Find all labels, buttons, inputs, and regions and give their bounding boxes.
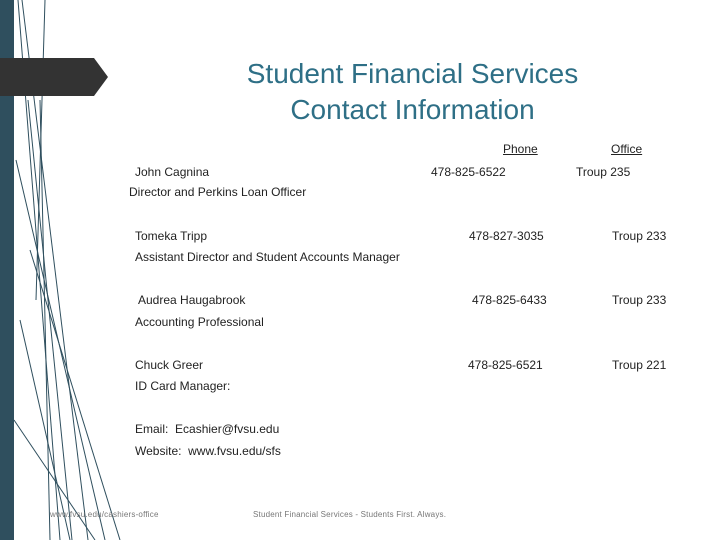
contact-role: Assistant Director and Student Accounts Manager: [135, 250, 400, 264]
phone-header: Phone: [503, 142, 538, 156]
contact-phone: 478-825-6433: [472, 293, 547, 307]
email-label: Email:: [135, 422, 169, 436]
slide-title: [200, 56, 625, 128]
office-header: Office: [611, 142, 643, 156]
contact-name: Audrea Haugabrook: [138, 293, 246, 307]
contact-name: Tomeka Tripp: [135, 229, 208, 243]
email-link[interactable]: Ecashier@fvsu.edu: [175, 422, 280, 436]
contact-office: Troup 233: [612, 293, 667, 307]
footer-tagline: Student Financial Services - Students First. Always.: [253, 510, 447, 519]
contact-office: Troup 221: [612, 358, 667, 372]
website-line: [135, 444, 281, 458]
contact-role: Accounting Professional: [135, 315, 264, 329]
email-line: [135, 422, 279, 436]
contact-role: Director and Perkins Loan Officer: [129, 185, 307, 199]
contact-name: John Cagnina: [135, 165, 210, 179]
title-line-1: Student Financial Services: [246, 58, 579, 89]
contact-role: ID Card Manager:: [135, 379, 231, 393]
contact-phone: 478-825-6521: [468, 358, 543, 372]
contact-phone: 478-825-6522: [431, 165, 506, 179]
contact-office: Troup 235: [576, 165, 631, 179]
website-link[interactable]: www.fvsu.edu/sfs: [188, 444, 281, 458]
contact-office: Troup 233: [612, 229, 667, 243]
footer-url[interactable]: www.fvsu.edu/cashiers-office: [50, 510, 159, 519]
contact-phone: 478-827-3035: [469, 229, 544, 243]
title-tab-shape: [0, 58, 108, 96]
website-label: Website:: [135, 444, 182, 458]
contact-name: Chuck Greer: [135, 358, 204, 372]
title-line-2: Contact Information: [290, 94, 535, 125]
